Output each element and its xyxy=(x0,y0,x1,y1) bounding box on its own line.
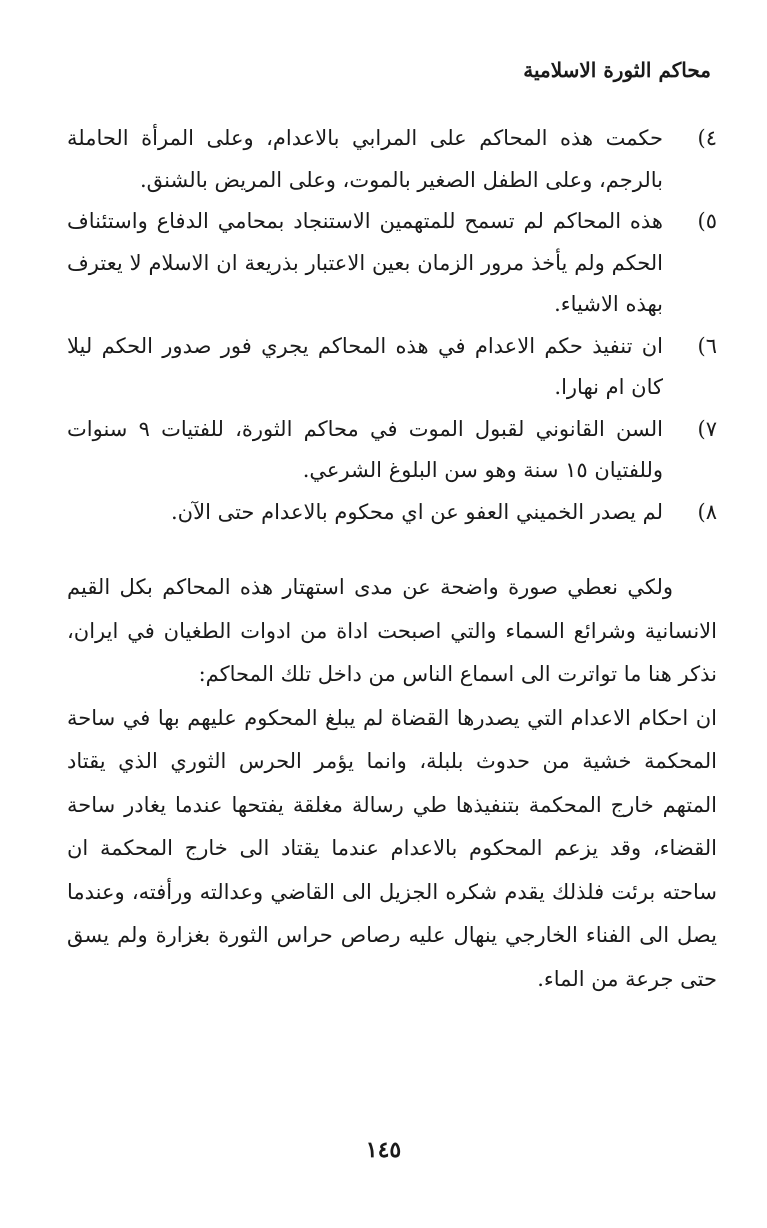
list-item-number: ٨) xyxy=(697,499,717,524)
list-item-text: حكمت هذه المحاكم على المرابي بالاعدام، وعلى المرأة الحاملة بالرجم، وعلى الطفل الصغير بالموت، وعلى المريض بالشنق. xyxy=(67,126,663,192)
list-item-text: هذه المحاكم لم تسمح للمتهمين الاستنجاد بمحامي الدفاع واستئناف الحكم ولم يأخذ مرور الزمان بعين الاعتبار بذريعة ان الاسلام لا يعترف بهذه الاشياء. xyxy=(67,209,663,316)
list-item-number: ٧) xyxy=(697,416,717,441)
body-paragraph: ان احكام الاعدام التي يصدرها القضاة لم يبلغ المحكوم عليهم بها في ساحة المحكمة خشية من حدوث بلبلة، وانما يؤمر الحرس الثوري الذي يقتاد المتهم خارج المحكمة بتنفيذها طي رسالة مغلقة يفتحها عندما يغادر ساحة القضاء، وقد يزعم المحكوم بالاعدام عندما يقتاد الى خارج المحكمة ان ساحته برئت فلذلك يقدم شكره الجزيل الى القاضي وعدالته ورأفته، وعندما يصل الى الفناء الخارجي ينهال عليه رصاص حراس الثورة بغزارة ولم يسق حتى جرعة من الماء. xyxy=(67,705,717,991)
list-item-text: لم يصدر الخميني العفو عن اي محكوم بالاعدام حتى الآن. xyxy=(171,499,663,524)
list-item xyxy=(67,326,717,409)
list-item-number: ٦) xyxy=(697,333,717,358)
intro-paragraph: ولكي نعطي صورة واضحة عن مدى استهتار هذه المحاكم بكل القيم الانسانية وشرائع السماء والتي اصبحت اداة من ادوات الطغيان في ايران، نذكر هنا ما تواترت الى اسماع الناس من داخل تلك المحاكم: xyxy=(67,575,717,686)
running-title: محاكم الثورة الاسلامية xyxy=(523,58,711,82)
numbered-list xyxy=(67,118,717,533)
list-item xyxy=(67,118,717,201)
list-item xyxy=(67,409,717,492)
list-item xyxy=(67,201,717,326)
page-number: ١٤٥ xyxy=(365,1137,402,1163)
list-item-number: ٤) xyxy=(697,126,717,150)
list-item xyxy=(67,492,717,534)
list-item-text: السن القانوني لقبول الموت في محاكم الثورة، للفتيات ٩ سنوات وللفتيان ١٥ سنة وهو سن البلوغ الشرعي. xyxy=(67,416,664,482)
list-item-number: ٥) xyxy=(697,209,717,233)
list-item-text: ان تنفيذ حكم الاعدام في هذه المحاكم يجري فور صدور الحكم ليلا كان ام نهارا. xyxy=(67,333,663,399)
body-text xyxy=(67,566,717,1001)
